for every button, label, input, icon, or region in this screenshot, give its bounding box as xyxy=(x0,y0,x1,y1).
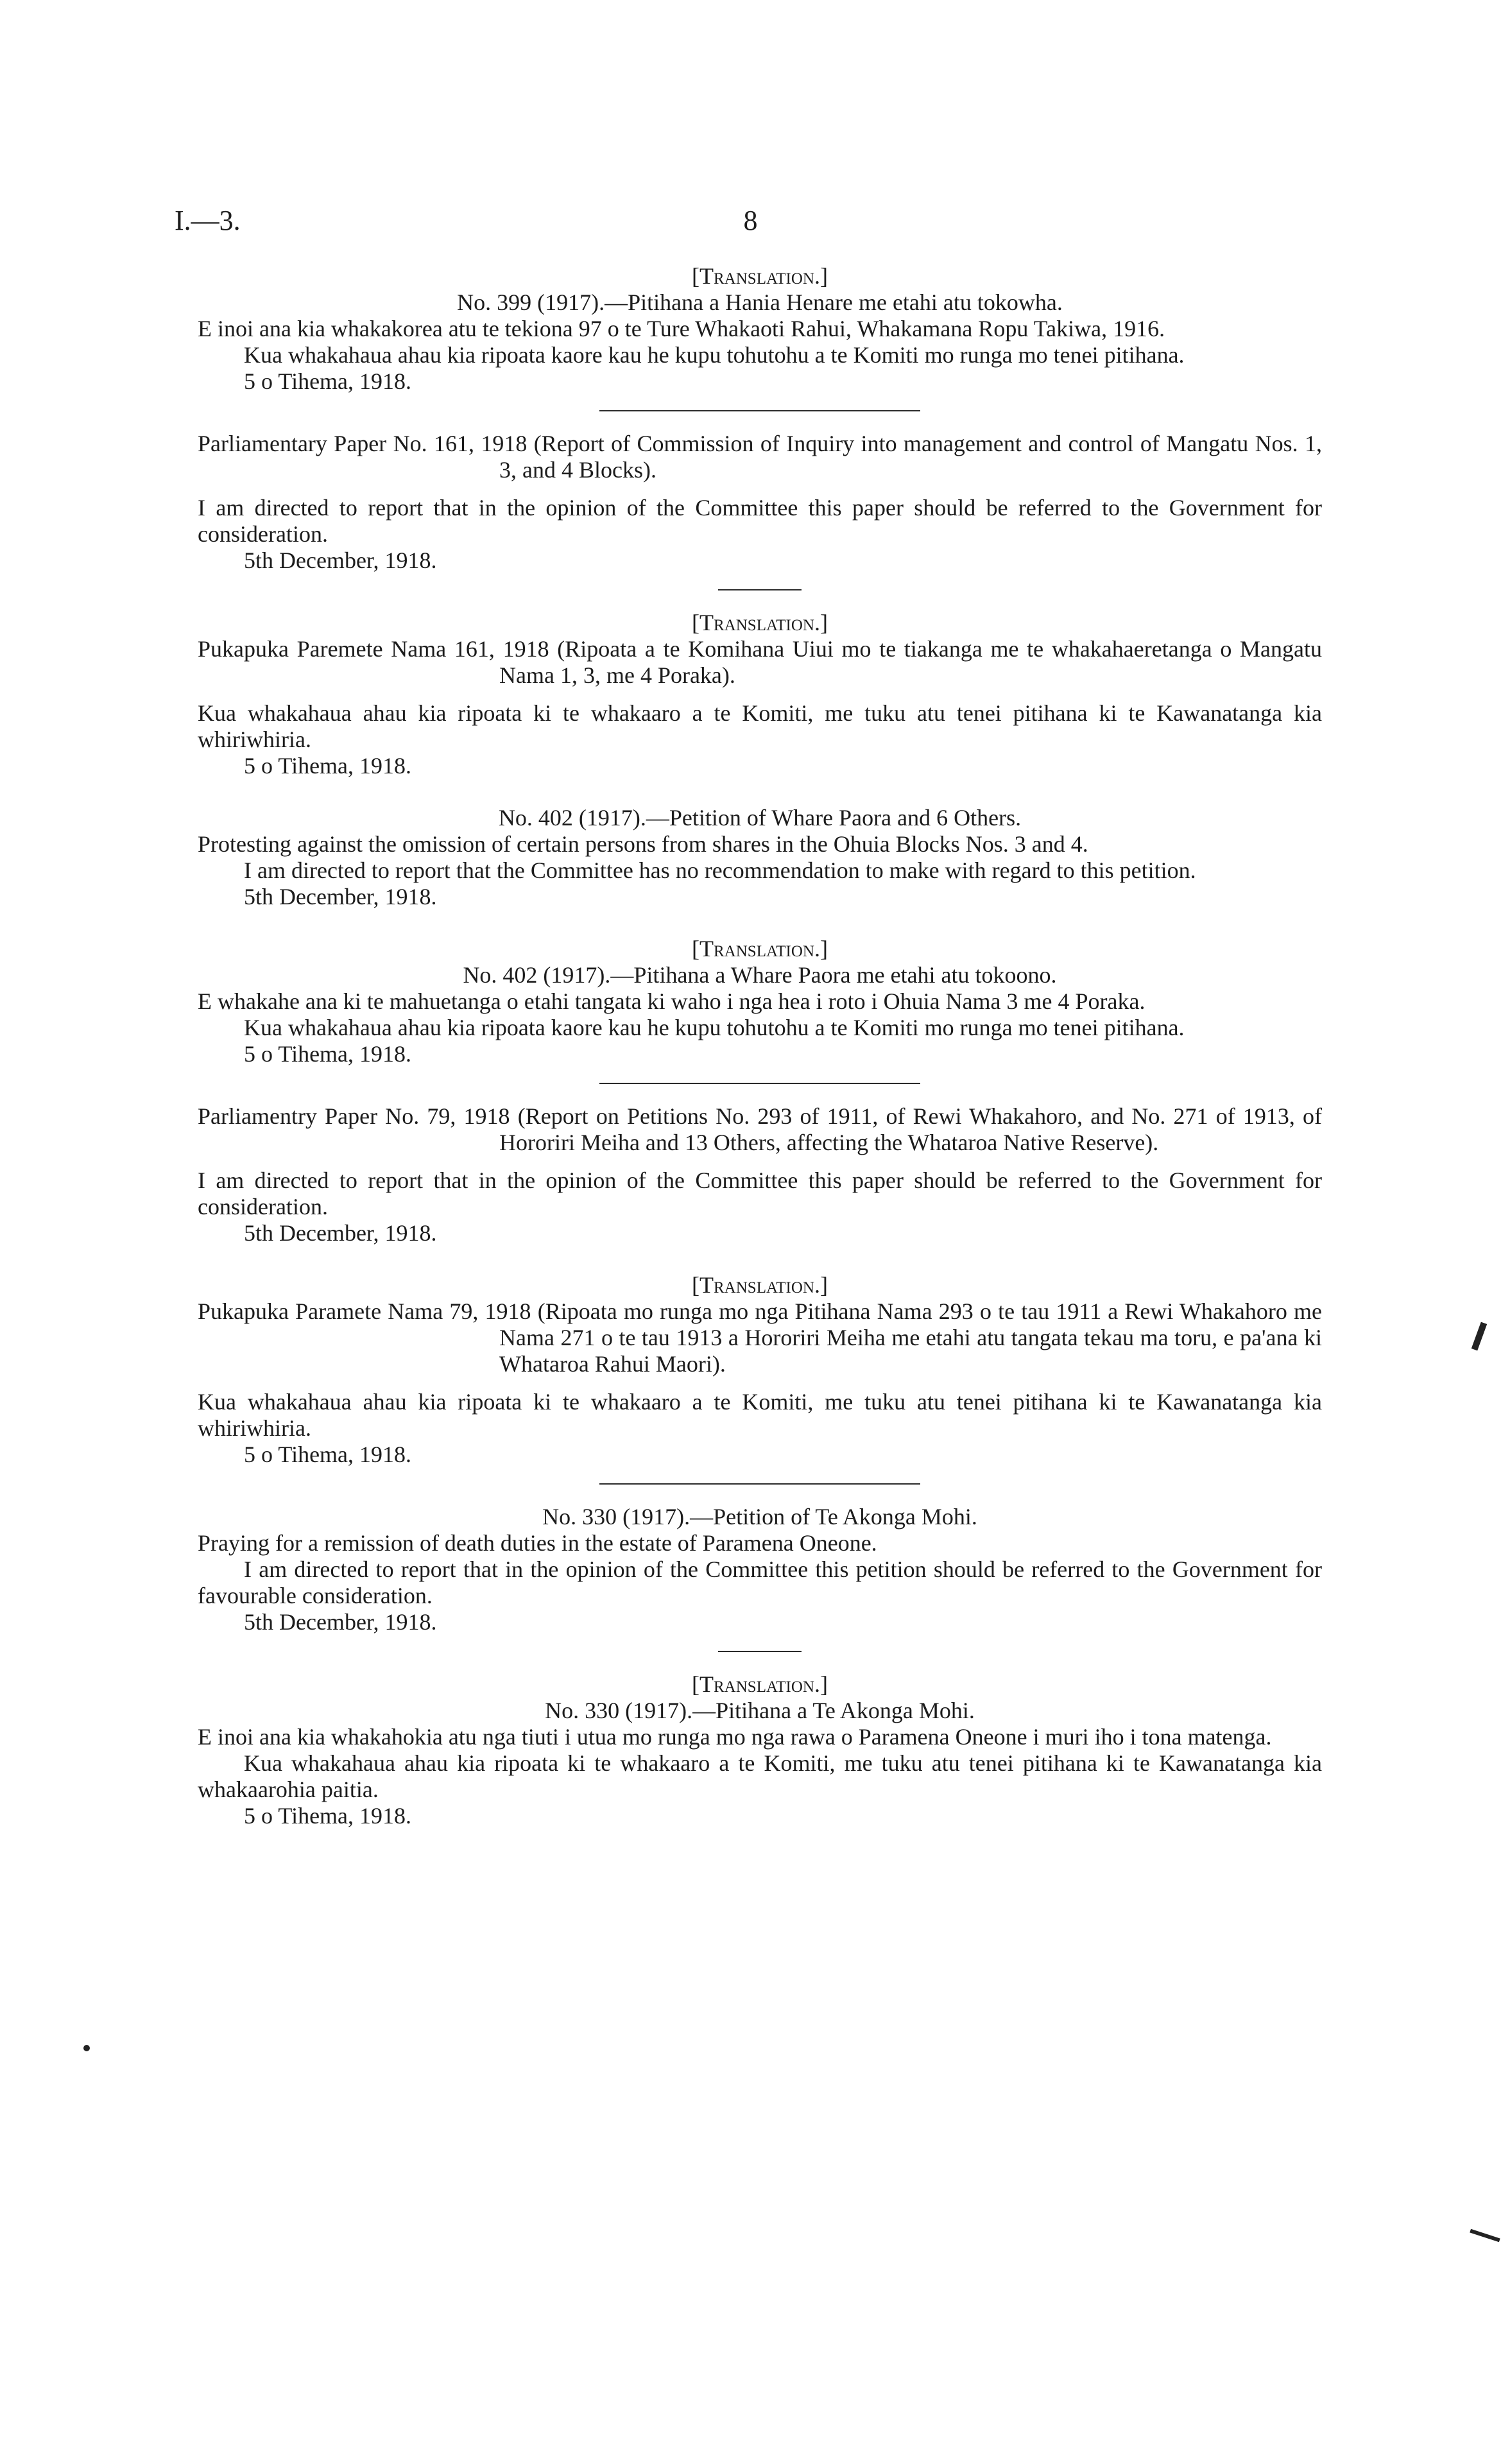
paragraph: I am directed to report that in the opinion of the Committee this paper should be referred to the Government for consideration. xyxy=(198,1167,1322,1219)
section-divider xyxy=(599,410,920,411)
paragraph: Kua whakahaua ahau kia ripoata kaore kau he kupu tohutohu a te Komiti mo runga mo tenei pitihana. xyxy=(244,1015,1185,1040)
date-line: 5 o Tihema, 1918. xyxy=(244,368,412,394)
date-line: 5 o Tihema, 1918. xyxy=(244,1442,412,1467)
scan-speck xyxy=(83,2045,90,2051)
section-heading: Pukapuka Paremete Nama 161, 1918 (Ripoata a te Komihana Uiui mo te tiakanga me te whakahaeretanga o Mangatu Nama 1, 3, me 4 Poraka). xyxy=(198,636,1322,688)
paragraph: Protesting against the omission of certain persons from shares in the Ohuia Blocks Nos. 3 and 4. xyxy=(198,831,1088,857)
section-heading: No. 402 (1917).—Petition of Whare Paora and 6 Others. xyxy=(498,805,1022,831)
paragraph: I am directed to report that in the opinion of the Committee this petition should be referred to the Government for favourable consideration. xyxy=(198,1556,1322,1608)
paragraph: Kua whakahaua ahau kia ripoata ki te whakaaro a te Komiti, me tuku atu tenei pitihana ki te Kawanatanga kia whiriwhiria. xyxy=(198,1389,1322,1441)
date-line: 5th December, 1918. xyxy=(244,884,437,909)
section-heading: No. 402 (1917).—Pitihana a Whare Paora me etahi atu tokoono. xyxy=(463,962,1057,988)
paragraph: Kua whakahaua ahau kia ripoata ki te whakaaro a te Komiti, me tuku atu tenei pitihana ki te Kawanatanga kia whiriwhiria. xyxy=(198,700,1322,752)
section-heading: Parliamentary Paper No. 161, 1918 (Report of Commission of Inquiry into management and control of Mangatu Nos. 1, 3, and 4 Blocks). xyxy=(198,431,1322,483)
section-heading: No. 330 (1917).—Pitihana a Te Akonga Mohi. xyxy=(545,1698,975,1723)
section-paper-161 xyxy=(198,431,1322,574)
date-line: 5 o Tihema, 1918. xyxy=(244,1803,412,1829)
section-petition-330-translation xyxy=(198,1671,1322,1829)
page-number: 8 xyxy=(743,205,758,236)
translation-label: [Translation.] xyxy=(692,263,828,289)
date-line: 5 o Tihema, 1918. xyxy=(244,1041,412,1067)
date-line: 5th December, 1918. xyxy=(244,1609,437,1635)
section-paper-79 xyxy=(198,1103,1322,1246)
paragraph: I am directed to report that the Committee has no recommendation to make with regard to this petition. xyxy=(244,857,1196,883)
translation-label: [Translation.] xyxy=(692,1272,828,1298)
section-petition-330 xyxy=(198,1504,1322,1635)
paragraph: Kua whakahaua ahau kia ripoata ki te whakaaro a te Komiti, me tuku atu tenei pitihana ki te Kawanatanga kia whakaarohia paitia. xyxy=(198,1750,1322,1802)
section-divider xyxy=(718,1651,802,1652)
paragraph: I am directed to report that in the opinion of the Committee this paper should be referred to the Government for consideration. xyxy=(198,495,1322,547)
paragraph: E inoi ana kia whakahokia atu nga tiuti i utua mo runga mo nga rawa o Paramena Oneone i muri iho i tona matenga. xyxy=(198,1724,1272,1750)
date-line: 5th December, 1918. xyxy=(244,547,437,573)
translation-label: [Translation.] xyxy=(692,610,828,635)
paragraph: E whakahe ana ki te mahuetanga o etahi tangata ki waho i nga hea i roto i Ohuia Nama 3 me 4 Poraka. xyxy=(198,988,1145,1014)
section-divider xyxy=(599,1083,920,1084)
scan-speck xyxy=(1470,2229,1500,2243)
date-line: 5 o Tihema, 1918. xyxy=(244,753,412,779)
scan-speck xyxy=(1471,1322,1487,1351)
translation-label: [Translation.] xyxy=(692,1671,828,1697)
section-heading: No. 330 (1917).—Petition of Te Akonga Mohi. xyxy=(542,1504,977,1529)
section-paper-79-translation xyxy=(198,1272,1322,1468)
section-heading: Pukapuka Paramete Nama 79, 1918 (Ripoata mo runga mo nga Pitihana Nama 293 o te tau 1911 a Rewi Whakahoro me Nama 271 o te tau 1913 a Hororiri Meiha me etahi atu tangata tekau ma toru, e pa'ana ki Whataroa Rahui Maori). xyxy=(198,1298,1322,1377)
section-heading: No. 399 (1917).—Pitihana a Hania Henare me etahi atu tokowha. xyxy=(457,289,1063,315)
section-paper-161-translation xyxy=(198,610,1322,779)
section-divider xyxy=(599,1483,920,1485)
section-divider xyxy=(718,589,802,590)
date-line: 5th December, 1918. xyxy=(244,1220,437,1246)
paragraph: E inoi ana kia whakakorea atu te tekiona 97 o te Ture Whakaoti Rahui, Whakamana Ropu Takiwa, 1916. xyxy=(198,316,1165,341)
section-heading: Parliamentry Paper No. 79, 1918 (Report on Petitions No. 293 of 1911, of Rewi Whakahoro, and No. 271 of 1913, of Hororiri Meiha and 13 Others, affecting the Whataroa Native Reserve). xyxy=(198,1103,1322,1155)
paper-reference: I.—3. xyxy=(175,205,241,236)
page-body xyxy=(198,263,1322,1829)
paragraph: Praying for a remission of death duties in the estate of Paramena Oneone. xyxy=(198,1530,877,1556)
paragraph: Kua whakahaua ahau kia ripoata kaore kau he kupu tohutohu a te Komiti mo runga mo tenei pitihana. xyxy=(244,342,1185,368)
section-petition-402 xyxy=(198,805,1322,910)
translation-label: [Translation.] xyxy=(692,936,828,961)
section-petition-402-translation xyxy=(198,936,1322,1067)
section-petition-399-translation xyxy=(198,263,1322,395)
